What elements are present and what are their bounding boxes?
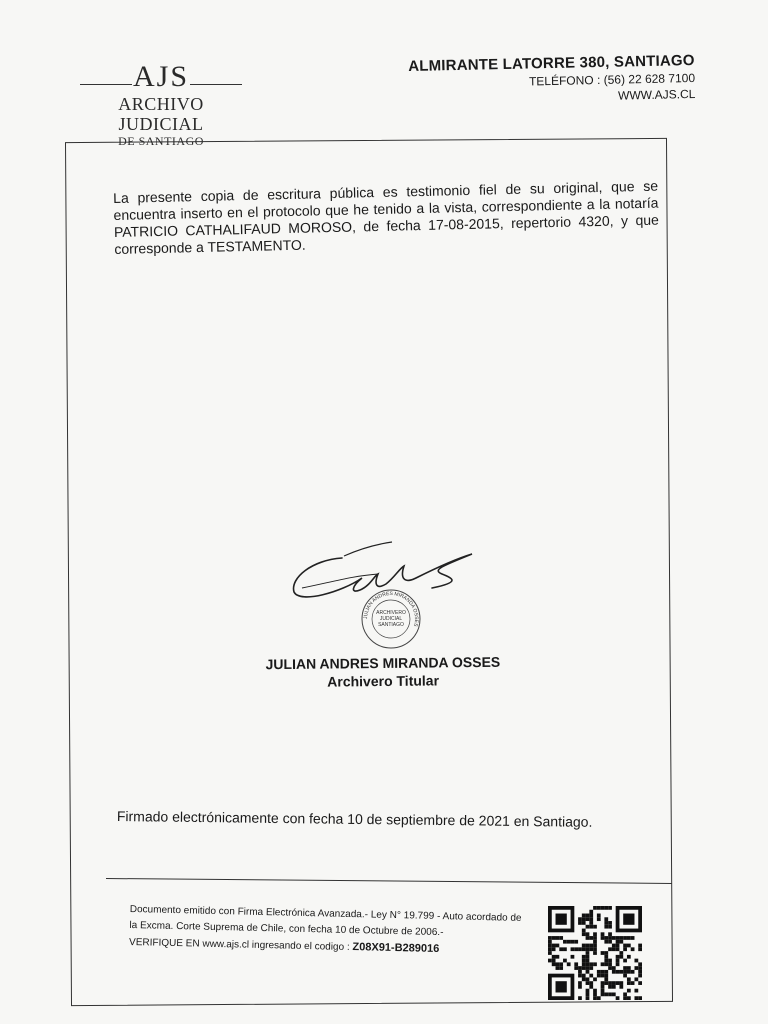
verification-code: Z08X91-B289016 xyxy=(352,941,440,956)
ajs-logo xyxy=(76,62,246,148)
signer-name: JULIAN ANDRES MIRANDA OSSES xyxy=(265,653,501,673)
seal-outer-text: JULIAN ANDRES MIRANDA OSSES xyxy=(362,590,420,628)
address-street: ALMIRANTE LATORRE 380, SANTIAGO xyxy=(407,52,695,75)
seal-line-1: ARCHIVERO xyxy=(376,610,406,616)
logo-name: ARCHIVO JUDICIAL xyxy=(118,94,204,134)
seal-line-2: JUDICIAL xyxy=(379,616,403,622)
letterhead-address xyxy=(408,52,695,107)
certification-paragraph: La presente copia de escritura pública es testimonio fiel de su original, que se encuentra inserto en el protocolo que he tenido a la vista, correspondiente a la notaría PATRICIO CATHALIFAUD MOROSO, de fecha 17-08-2015, repertorio 4320, y que corresponde a TESTAMENTO. xyxy=(113,177,659,257)
signer-block xyxy=(200,652,566,692)
official-seal xyxy=(360,588,422,650)
signer-title: Archivero Titular xyxy=(327,672,440,690)
electronic-signature-date: Firmado electrónicamente con fecha 10 de septiembre de 2021 en Santiago. xyxy=(116,808,593,830)
footer-legal-text xyxy=(129,902,526,960)
footer-legal-line: Documento emitido con Firma Electrónica Avanzada.- Ley N° 19.799 - Auto acordado de la Excma. Corte Suprema de Chile, con fecha 10 de Octubre de 2006.- xyxy=(129,903,522,939)
address-website: WWW.AJS.CL xyxy=(617,86,696,103)
qr-code xyxy=(548,906,642,1000)
verify-instruction: VERIFIQUE EN www.ajs.cl ingresando el codigo : xyxy=(128,936,353,954)
address-phone: TELÉFONO : (56) 22 628 7100 xyxy=(528,70,695,89)
logo-mark: AJS xyxy=(76,62,246,92)
logo-subtitle: DE SANTIAGO xyxy=(118,134,204,148)
seal-line-3: SANTIAGO xyxy=(378,622,404,628)
